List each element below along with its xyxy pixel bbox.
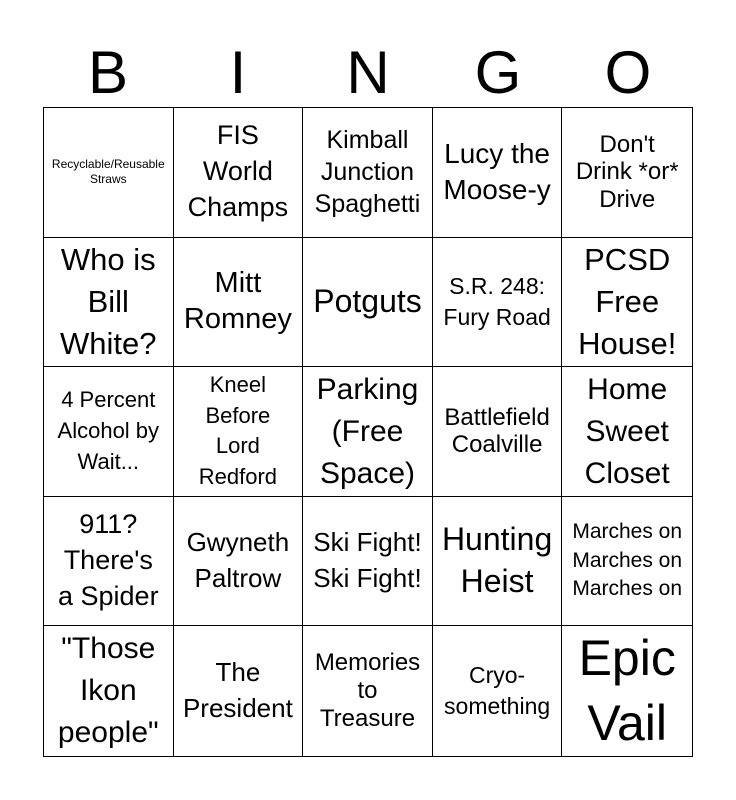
bingo-cell[interactable]: S.R. 248: Fury Road <box>433 238 563 368</box>
bingo-cell[interactable]: Gwyneth Paltrow <box>174 497 304 627</box>
bingo-cell[interactable]: Cryo- something <box>433 626 563 756</box>
bingo-cell[interactable]: Kimball Junction Spaghetti <box>303 108 433 238</box>
bingo-cell[interactable]: Don't Drink *or* Drive <box>562 108 692 238</box>
header-letter-g: G <box>474 39 522 106</box>
bingo-board <box>43 107 693 757</box>
header-letter-i: I <box>229 39 247 106</box>
free-space-cell[interactable]: Parking (Free Space) <box>303 367 433 497</box>
bingo-cell[interactable]: Home Sweet Closet <box>562 367 692 497</box>
bingo-cell[interactable]: The President <box>174 626 304 756</box>
bingo-cell[interactable]: Recyclable/Reusable Straws <box>44 108 174 238</box>
bingo-cell[interactable]: 4 Percent Alcohol by Wait... <box>44 367 174 497</box>
bingo-cell[interactable]: Kneel Before Lord Redford <box>174 367 304 497</box>
bingo-cell[interactable]: Who is Bill White? <box>44 238 174 368</box>
bingo-cell[interactable]: PCSD Free House! <box>562 238 692 368</box>
bingo-cell[interactable]: Lucy the Moose-y <box>433 108 563 238</box>
bingo-cell[interactable]: Potguts <box>303 238 433 368</box>
header-letter-b: B <box>87 39 129 106</box>
header-letter-n: N <box>346 39 390 106</box>
bingo-cell[interactable]: 911? There's a Spider <box>44 497 174 627</box>
bingo-cell[interactable]: Battlefield Coalville <box>433 367 563 497</box>
bingo-cell[interactable]: Ski Fight! Ski Fight! <box>303 497 433 627</box>
bingo-cell[interactable]: FIS World Champs <box>174 108 304 238</box>
bingo-cell[interactable]: Memories to Treasure <box>303 626 433 756</box>
bingo-cell[interactable]: Marches on Marches on Marches on <box>562 497 692 627</box>
header-letter-o: O <box>604 39 652 106</box>
bingo-cell[interactable]: Hunting Heist <box>433 497 563 627</box>
bingo-header <box>43 40 693 106</box>
bingo-cell[interactable]: Mitt Romney <box>174 238 304 368</box>
bingo-cell[interactable]: "Those Ikon people" <box>44 626 174 756</box>
bingo-cell[interactable]: Epic Vail <box>578 630 676 752</box>
